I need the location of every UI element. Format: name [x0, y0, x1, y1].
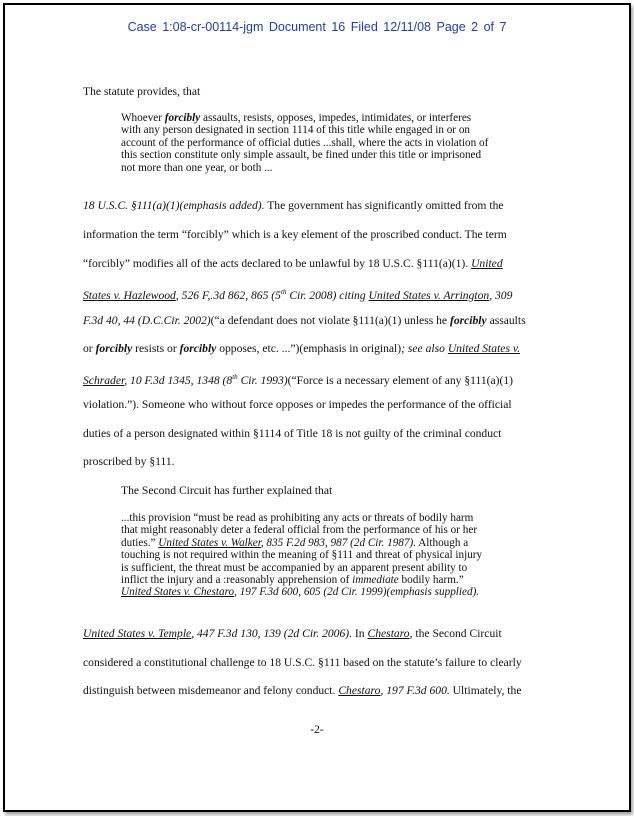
body-line: United States v. Temple, 447 F.3d 130, 139 (2d Cir. 2006). In Chestaro, the Second Circuit	[83, 627, 502, 640]
body-line: States v. Hazlewood, 526 F,.3d 862, 865 (5th Cir. 2008) citing United States v. Arrington, 309	[83, 288, 513, 302]
body-line: information the term “forcibly” which is a key element of the proscribed conduct. The term	[83, 228, 507, 241]
statute-quote	[121, 112, 521, 174]
quote-line: with any person designated in section 1114 of this title while engaged in or on	[121, 124, 471, 137]
body-line: proscribed by §111.	[83, 455, 175, 468]
quote-line: ...this provision “must be read as prohibiting any acts or threats of bodily harm	[121, 512, 474, 524]
document-page	[3, 3, 631, 812]
quote-line: touching is not required within the meaning of §111 and threat of physical injury	[121, 549, 483, 562]
quote-line: that might reasonably deter a federal official from the performance of his or her	[121, 524, 478, 537]
body-line: F.3d 40, 44 (D.C.Cir. 2002)(“a defendant does not violate §111(a)(1) unless he forcibly assaults	[83, 314, 526, 327]
page-number: -2-	[310, 724, 324, 736]
body-line: Schrader, 10 F.3d 1345, 1348 (8th Cir. 1993)(“Force is a necessary element of any §111(a)(1)	[83, 373, 514, 387]
quote-line: account of the performance of official duties ...shall, where the acts in violation of	[121, 136, 489, 149]
quote-line: Whoever forcibly assaults, resists, opposes, impedes, intimidates, or interferes	[121, 112, 472, 124]
quote-line: United States v. Chestaro, 197 F.3d 600, 605 (2d Cir. 1999)(emphasis supplied).	[121, 586, 480, 599]
case-header: Case 1:08-cr-00114-jgm Document 16 Filed 12/11/08 Page 2 of 7	[127, 20, 507, 34]
body-line: violation.”). Someone who without force opposes or impedes the performance of the official	[83, 398, 512, 411]
body-line: considered a constitutional challenge to 18 U.S.C. §111 based on the statute’s failure to clearly	[83, 656, 522, 669]
body-line: duties of a person designated within §1114 of Title 18 is not guilty of the criminal conduct	[83, 427, 502, 440]
body-line: The Second Circuit has further explained that	[121, 484, 333, 497]
quote-line: not more than one year, or both ...	[121, 161, 273, 174]
body-line: distinguish between misdemeanor and felony conduct. Chestaro, 197 F.3d 600. Ultimately, the	[83, 684, 522, 697]
quote-line: duties.” United States v. Walker, 835 F.2d 983, 987 (2d Cir. 1987). Although a	[121, 536, 469, 549]
body-line: “forcibly” modifies all of the acts declared to be unlawful by 18 U.S.C. §111(a)(1). United	[83, 257, 503, 270]
body-line: or forcibly resists or forcibly opposes, etc. ...”)(emphasis in original); see also United States v.	[83, 342, 521, 355]
circuit-quote	[121, 512, 521, 599]
body-line: 18 U.S.C. §111(a)(1)(emphasis added). The government has significantly omitted from the	[83, 199, 504, 212]
quote-line: this section constitute only simple assault, be fined under this title or imprisoned	[121, 149, 482, 162]
quote-line: is sufficient, the threat must be accompanied by an apparent present ability to	[121, 561, 468, 574]
quote-line: inflict the injury and a :reasonably apprehension of immediate bodily harm.”	[121, 574, 464, 587]
intro-line: The statute provides, that	[83, 85, 201, 98]
